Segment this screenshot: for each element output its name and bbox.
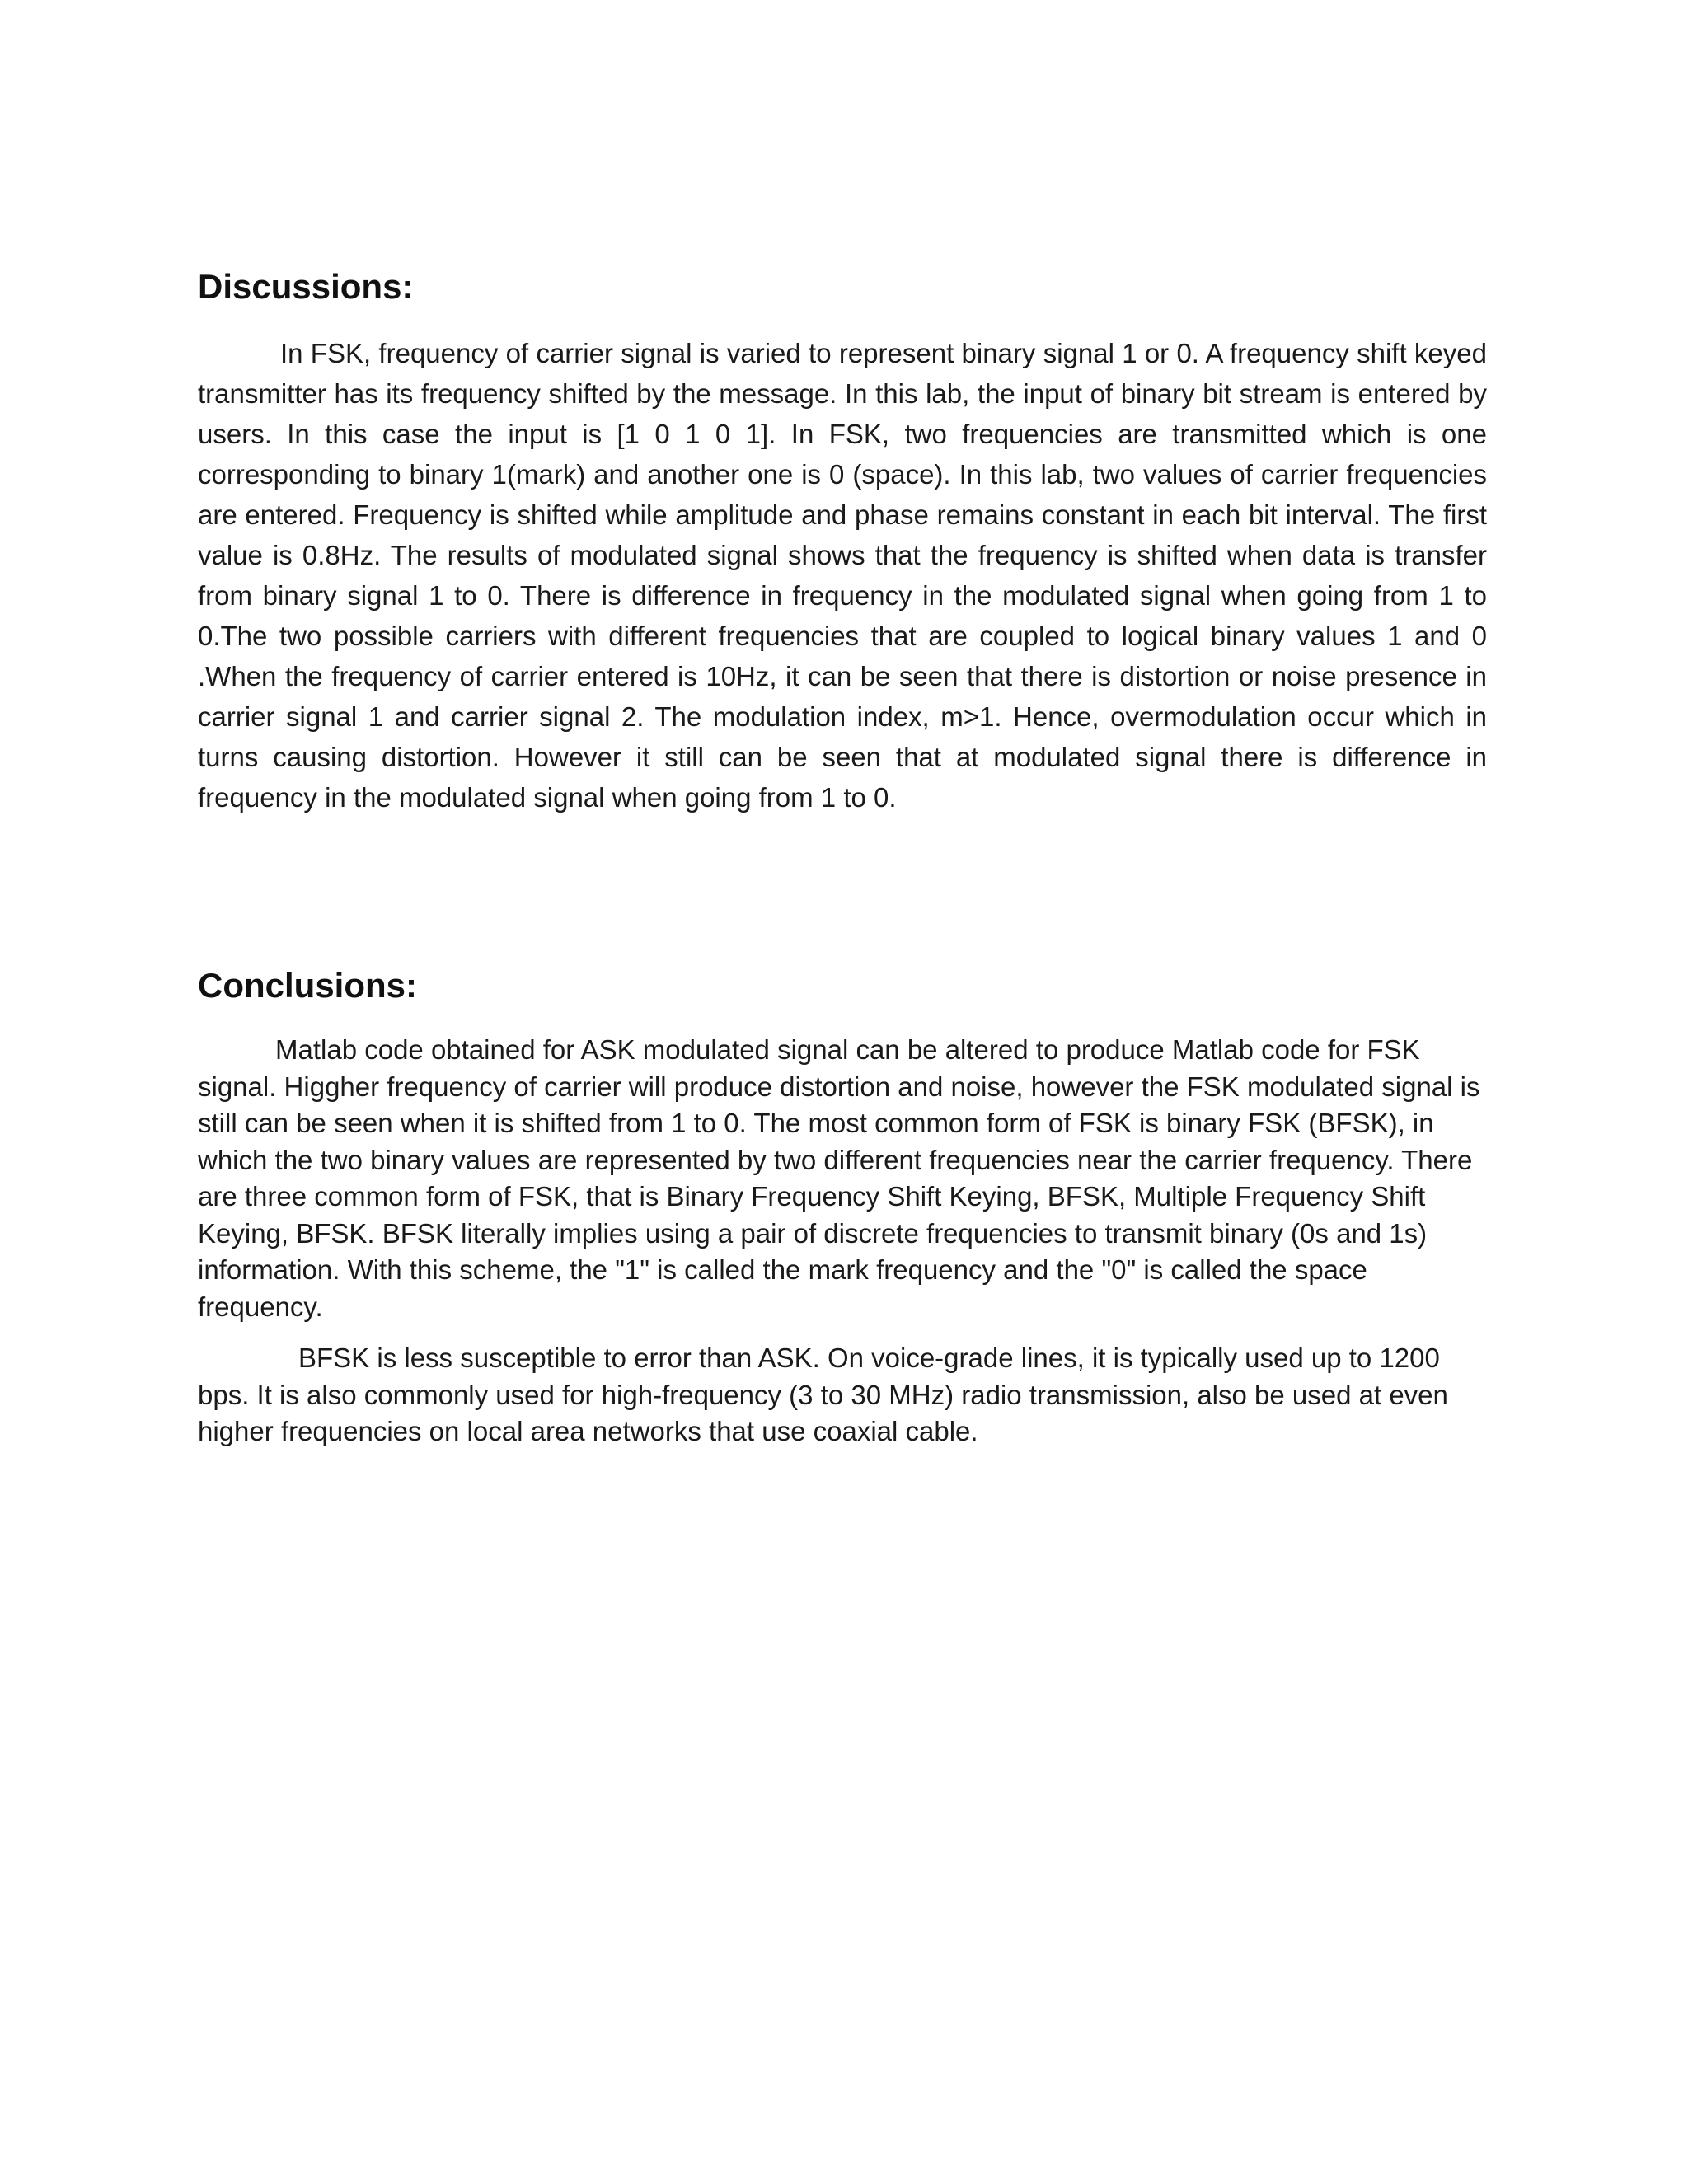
conclusions-heading: Conclusions: [198,966,418,1005]
conclusions-paragraph-2: BFSK is less susceptible to error than ASK. On voice-grade lines, it is typically used up to 1200 bps. It is also commonly used for high-frequency (3 to 30 MHz) radio transmission, also be used at even higher frequencies on local area networks that use coaxial cable. [198,1343,1448,1446]
discussions-paragraph: In FSK, frequency of carrier signal is varied to represent binary signal 1 or 0. A frequency shift keyed transmitter has its frequency shifted by the message. In this lab, the input of binary bit stream is entered by users. In this case the input is [1 0 1 0 1]. In FSK, two frequencies are transmitted which is one corresponding to binary 1(mark) and another one is 0 (space). In this lab, two values of carrier frequencies are entered. Frequency is shifted while amplitude and phase remains constant in each bit interval. The first value is 0.8Hz. The results of modulated signal shows that the frequency is shifted when data is transfer from binary signal 1 to 0. There is difference in frequency in the modulated signal when going from 1 to 0.The two possible carriers with different frequencies that are coupled to logical binary values 1 and 0 .When the frequency of carrier entered is 10Hz, it can be seen that there is distortion or noise presence in carrier signal 1 and carrier signal 2. The modulation index, m>1. Hence, overmodulation occur which in turns causing distortion. However it still can be seen that at modulated signal there is difference in frequency in the modulated signal when going from 1 to 0. [198,338,1487,813]
conclusions-paragraph-1: Matlab code obtained for ASK modulated signal can be altered to produce Matlab code for FSK signal. Higgher frequency of carrier will produce distortion and noise, however the FSK modulated signal is still can be seen when it is shifted from 1 to 0. The most common form of FSK is binary FSK (BFSK), in which the two binary values are represented by two different frequencies near the carrier frequency. There are three common form of FSK, that is Binary Frequency Shift Keying, BFSK, Multiple Frequency Shift Keying, BFSK. BFSK literally implies using a pair of discrete frequencies to transmit binary (0s and 1s) information. With this scheme, the "1" is called the mark frequency and the "0" is called the space frequency. [198,1034,1480,1322]
discussions-heading: Discussions: [198,267,414,306]
